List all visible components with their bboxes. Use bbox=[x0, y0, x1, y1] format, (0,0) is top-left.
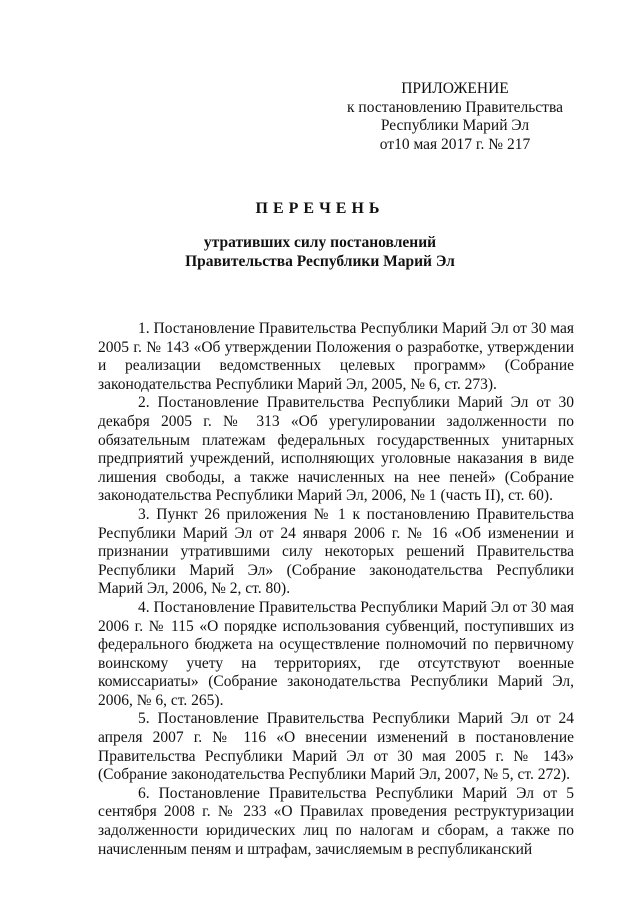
list-item-6: 6. Постановление Правительства Республики Марий Эл от 5 сентября 2008 г. № 233 «О Правилах проведения реструктуризации задолженности юридических лиц по налогам и сборам, а также по начисленным пеням и штрафам, зачисляемым в республиканский bbox=[98, 784, 574, 858]
appendix-header bbox=[340, 80, 570, 154]
appendix-republic: Республики Марий Эл bbox=[380, 117, 530, 134]
appendix-date-number: от10 мая 2017 г. № 217 bbox=[379, 135, 531, 153]
document-subheading bbox=[0, 234, 640, 271]
list-item-2: 2. Постановление Правительства Республики Марий Эл от 30 декабря 2005 г. № 313 «Об урегулировании задолженности по обязательным платежам федеральных государственных унитарных предприятий учреждений, исполняющих уголовные наказания в виде лишения свободы, а также начисленных на нее пеней» (Собрание законодательства Республики Марий Эл, 2006, № 1 (часть II), ст. 60). bbox=[98, 394, 574, 505]
subheading-line-1: утративших силу постановлений bbox=[203, 234, 437, 251]
appendix-reference: к постановлению Правительства bbox=[347, 98, 563, 116]
list-item-1: 1. Постановление Правительства Республики Марий Эл от 30 мая 2005 г. № 143 «Об утверждении Положения о разработке, утверждении и реализации ведомственных целевых программ» (Собрание законодательства Республики Марий Эл, 2005, № 6, ст. 273). bbox=[98, 320, 574, 393]
list-item-4: 4. Постановление Правительства Республики Марий Эл от 30 мая 2006 г. № 115 «О порядке использования субвенций, поступивших из федерального бюджета на осуществление полномочий по первичному воинскому учету на территориях, где отсутствуют военные комиссариаты» (Собрание законодательства Республики Марий Эл, 2006, № 6, ст. 265). bbox=[98, 598, 574, 709]
list-item-3: 3. Пункт 26 приложения № 1 к постановлению Правительства Республики Марий Эл от 24 января 2006 г. № 16 «Об изменении и признании утратившими силу некоторых решений Правительства Республики Марий Эл» (Собрание законодательства Республики Марий Эл, 2006, № 2, ст. 80). bbox=[98, 505, 574, 598]
list-item-5: 5. Постановление Правительства Республики Марий Эл от 24 апреля 2007 г. № 116 «О внесении изменений в постановление Правительства Республики Марий Эл от 30 мая 2005 г. № 143» (Собрание законодательства Республики Марий Эл, 2007, № 5, ст. 272). bbox=[98, 710, 574, 784]
document-heading: ПЕРЕЧЕНЬ bbox=[255, 200, 385, 217]
subheading-line-2: Правительства Республики Марий Эл bbox=[185, 252, 455, 270]
appendix-title: ПРИЛОЖЕНИЕ bbox=[401, 80, 509, 97]
list-body bbox=[98, 320, 574, 859]
